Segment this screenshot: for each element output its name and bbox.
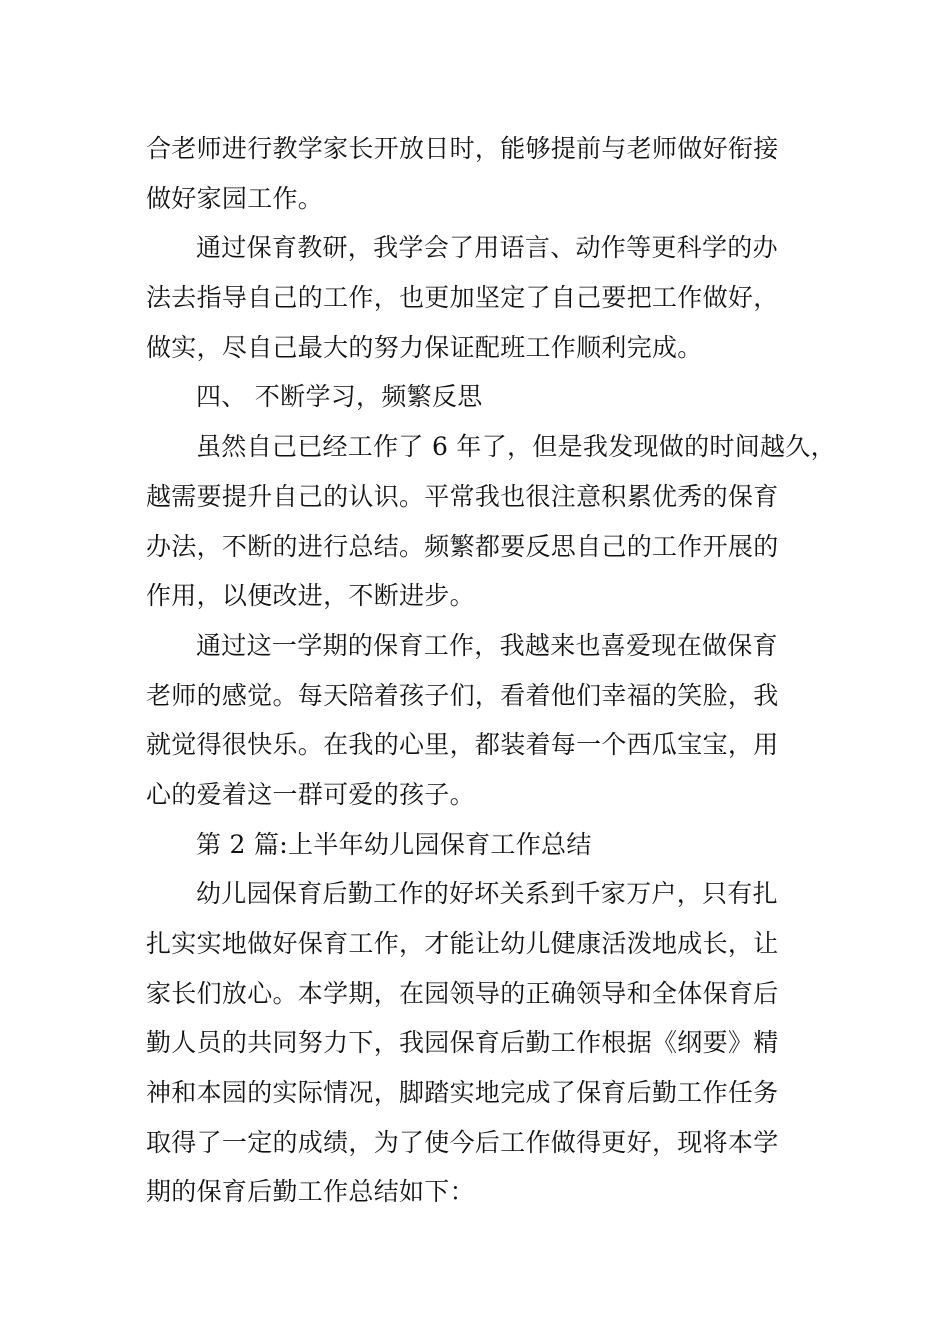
document-body bbox=[146, 124, 836, 1217]
paragraph-start-line: 幼儿园保育后勤工作的好坏关系到千家万户，只有扎 bbox=[196, 879, 778, 909]
text-line: 勤人员的共同努力下，我园保育后勤工作根据《纲要》精 bbox=[146, 1028, 779, 1058]
text-line: 取得了一定的成绩，为了使今后工作做得更好，现将本学 bbox=[146, 1127, 779, 1157]
paragraph-start-line: 通过保育教研，我学会了用语言、动作等更科学的办 bbox=[196, 233, 778, 263]
text-line: 心的爱着这一群可爱的孩子。 bbox=[146, 779, 475, 809]
section-heading: 四、 不断学习，频繁反思 bbox=[196, 382, 483, 412]
text-line: 做实，尽自己最大的努力保证配班工作顺利完成。 bbox=[146, 332, 703, 362]
text-line: 作用，以便改进，不断进步。 bbox=[146, 581, 475, 611]
text-line: 神和本园的实际情况，脚踏实地完成了保育后勤工作任务 bbox=[146, 1078, 779, 1108]
text-line: 做好家园工作。 bbox=[146, 183, 324, 213]
text-line: 法去指导自己的工作，也更加坚定了自己要把工作做好， bbox=[146, 283, 779, 313]
paragraph-start-line: 通过这一学期的保育工作，我越来也喜爱现在做保育 bbox=[196, 630, 778, 660]
text-line: 家长们放心。本学期，在园领导的正确领导和全体保育后 bbox=[146, 978, 779, 1008]
text-line: 期的保育后勤工作总结如下： bbox=[146, 1177, 475, 1207]
text-line: 合老师进行教学家长开放日时，能够提前与老师做好衔接 bbox=[146, 134, 779, 163]
text-line: 就觉得很快乐。在我的心里，都装着每一个西瓜宝宝，用 bbox=[146, 730, 779, 760]
text-line: 越需要提升自己的认识。平常我也很注意积累优秀的保育 bbox=[146, 481, 779, 511]
paragraph-start-line: 虽然自己已经工作了 6 年了，但是我发现做的时间越久， bbox=[196, 432, 836, 462]
article-title: 第 2 篇:上半年幼儿园保育工作总结 bbox=[196, 829, 592, 859]
text-line: 老师的感觉。每天陪着孩子们，看着他们幸福的笑脸，我 bbox=[146, 680, 779, 710]
text-line: 扎实实地做好保育工作，才能让幼儿健康活泼地成长，让 bbox=[146, 929, 779, 958]
text-line: 办法，不断的进行总结。频繁都要反思自己的工作开展的 bbox=[146, 531, 779, 561]
